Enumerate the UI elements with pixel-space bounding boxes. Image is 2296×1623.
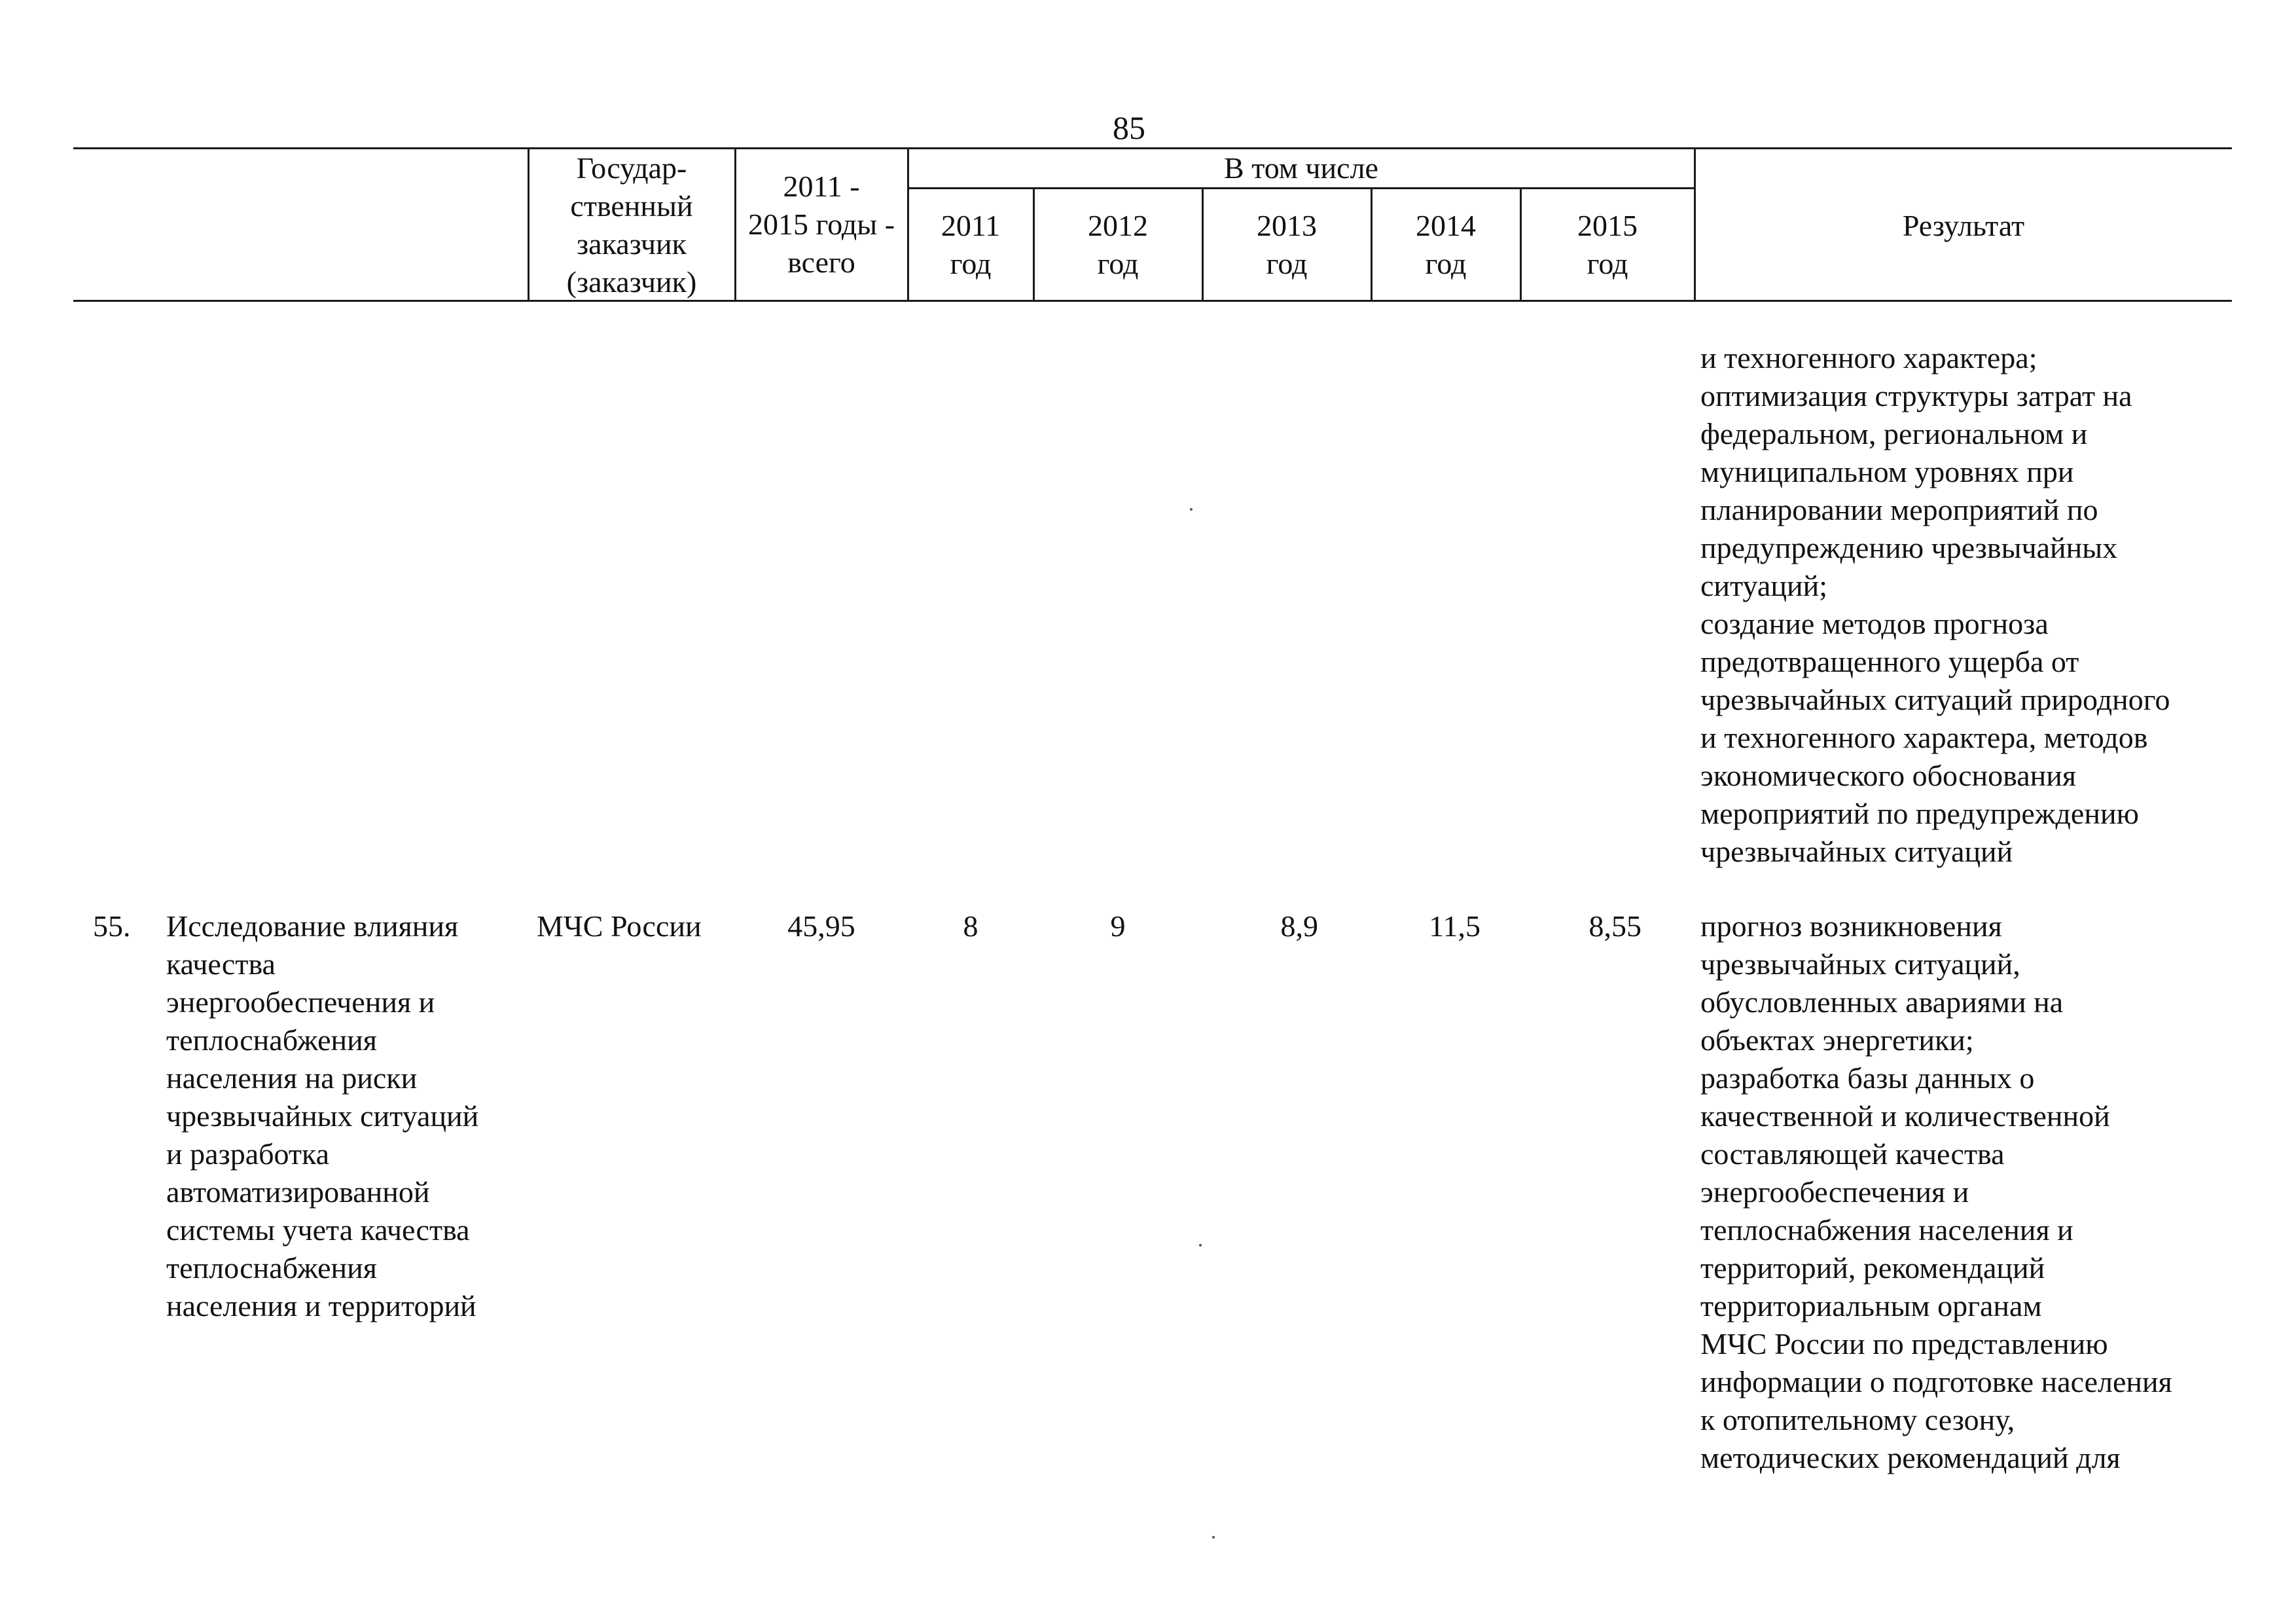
row-value-2013: 8,9	[1280, 909, 1318, 943]
header-customer: Государ- ственный заказчик (заказчик)	[566, 151, 697, 299]
header-subgroup-rule	[908, 187, 1695, 189]
row-value-2015: 8,55	[1588, 909, 1641, 943]
row-title: Исследование влияния качества энергообеспечения и теплоснабжения населения на риски чрезвычайных ситуаций и разработка автоматизированной системы учета качества теплоснабжения населения и территорий	[166, 909, 479, 1322]
header-year-2012: 2012 год	[1088, 209, 1148, 280]
row-total: 45,95	[787, 909, 855, 943]
row-value-2012: 9	[1110, 909, 1126, 943]
row-value-2014: 11,5	[1429, 909, 1480, 943]
header-total: 2011 - 2015 годы - всего	[747, 170, 895, 279]
scan-speck	[1199, 1244, 1202, 1247]
row-result: прогноз возникновения чрезвычайных ситуаций, обусловленных авариями на объектах энергетики; разработка базы данных о качественной и количественной составляющей качества энергообеспечения и теплоснабжения населения и территорий, рекомендаций территориальным органам МЧС России по представлению информации о подготовке населения к отопительному сезону, методических рекомендаций для	[1700, 909, 2172, 1474]
scan-speck	[1212, 1536, 1215, 1539]
continued-result-text: и техногенного характера; оптимизация структуры затрат на федеральном, региональном и муниципальном уровнях при планировании мероприятий по предупреждению чрезвычайных ситуаций; создание методов прогноза предотвращенного ущерба от чрезвычайных ситуаций природного и техногенного характера, методов экономического обоснования мероприятий по предупреждению чрезвычайных ситуаций	[1700, 341, 2170, 868]
row-customer: МЧС России	[537, 909, 702, 943]
row-value-2011: 8	[963, 909, 978, 943]
header-year-2011: 2011 год	[941, 209, 1001, 280]
scan-speck	[1190, 508, 1193, 511]
page-number: 85	[1113, 109, 1145, 146]
header-year-2015: 2015 год	[1577, 209, 1638, 280]
row-number: 55.	[93, 909, 131, 943]
header-year-2013: 2013 год	[1257, 209, 1317, 280]
header-including: В том числе	[1224, 151, 1378, 185]
header-result: Результат	[1902, 209, 2025, 242]
header-year-2014: 2014 год	[1416, 209, 1476, 280]
header-bottom-rule	[73, 300, 2232, 302]
